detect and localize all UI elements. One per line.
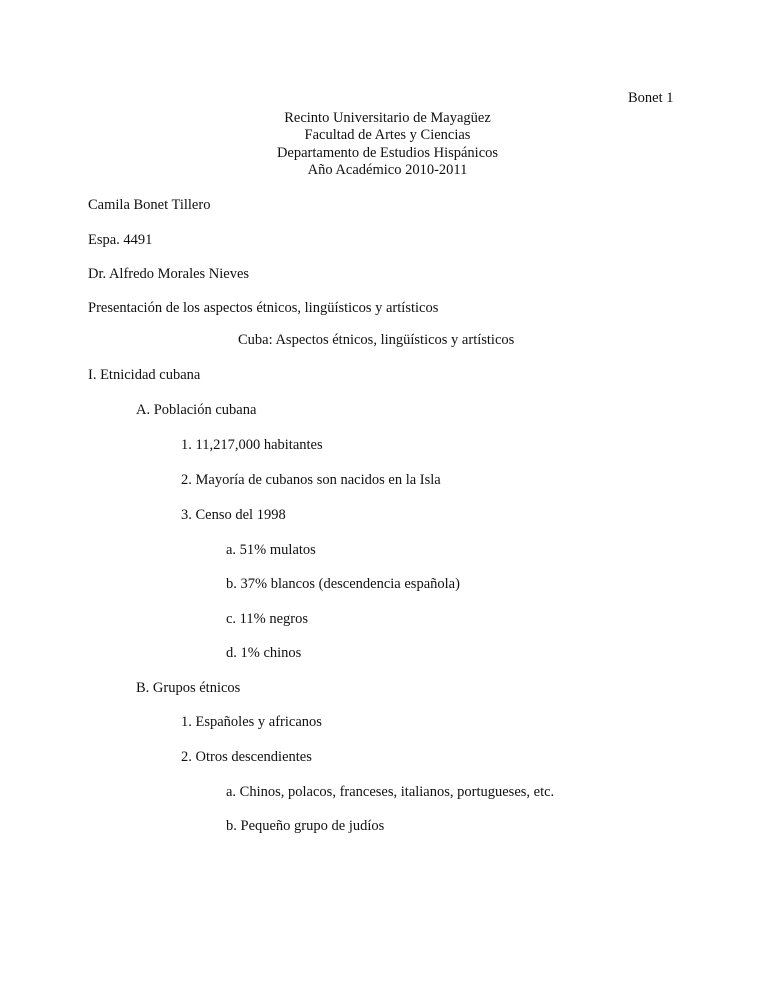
descendant-item: b. Pequeño grupo de judíos xyxy=(226,818,385,834)
census-item: b. 37% blancos (descendencia española) xyxy=(226,576,460,592)
student-name: Camila Bonet Tillero xyxy=(88,197,211,213)
page-number: Bonet 1 xyxy=(628,90,674,106)
outline-item: 2. Mayoría de cubanos son nacidos en la Isla xyxy=(181,472,441,488)
course-code: Espa. 4491 xyxy=(88,232,153,248)
header-academic-year: Año Académico 2010-2011 xyxy=(307,162,468,178)
subsection-heading: A. Población cubana xyxy=(136,402,257,418)
subsection-heading: B. Grupos étnicos xyxy=(136,680,241,696)
census-item: a. 51% mulatos xyxy=(226,542,316,558)
census-item: c. 11% negros xyxy=(226,611,309,627)
document-title: Cuba: Aspectos étnicos, lingüísticos y artísticos xyxy=(238,332,515,348)
header-faculty: Facultad de Artes y Ciencias xyxy=(304,127,471,143)
header-university: Recinto Universitario de Mayagüez xyxy=(284,110,491,126)
outline-item: 3. Censo del 1998 xyxy=(181,507,286,523)
outline-item: 1. 11,217,000 habitantes xyxy=(181,437,323,453)
census-item: d. 1% chinos xyxy=(226,645,302,661)
assignment-title: Presentación de los aspectos étnicos, lingüísticos y artísticos xyxy=(88,300,439,316)
descendant-item: a. Chinos, polacos, franceses, italianos, portugueses, etc. xyxy=(226,784,555,800)
professor-name: Dr. Alfredo Morales Nieves xyxy=(88,266,250,282)
section-heading: I. Etnicidad cubana xyxy=(88,367,201,383)
header-department: Departamento de Estudios Hispánicos xyxy=(276,145,499,161)
outline-item: 2. Otros descendientes xyxy=(181,749,312,765)
outline-item: 1. Españoles y africanos xyxy=(181,714,322,730)
